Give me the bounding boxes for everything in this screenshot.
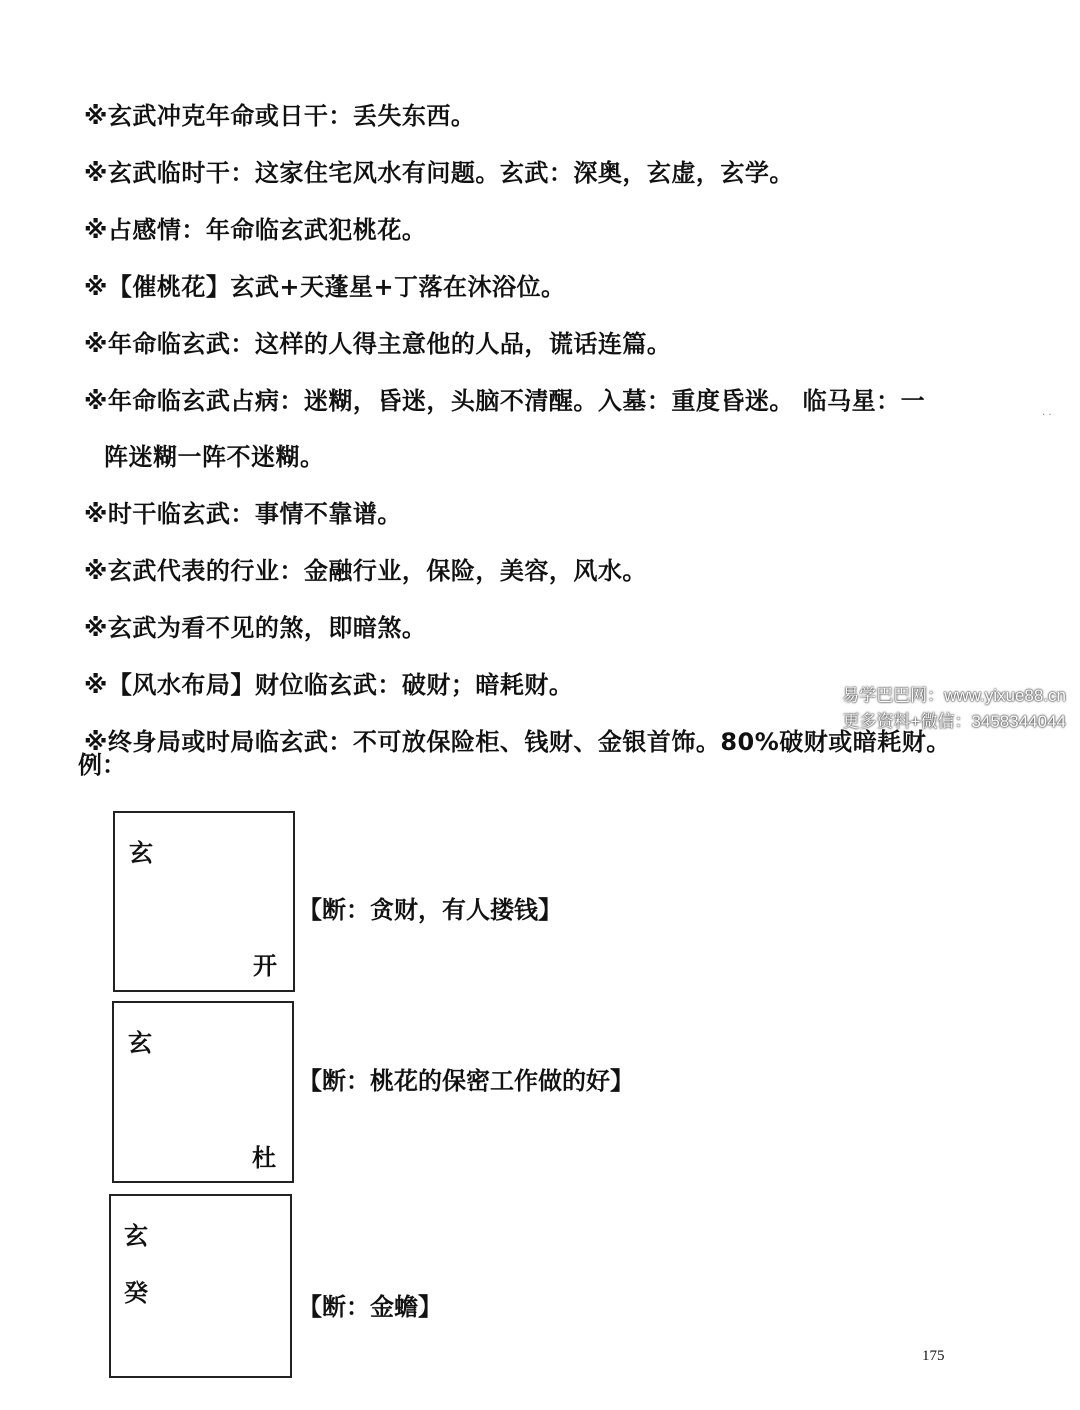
text-line-11: ※终身局或时局临玄武：不可放保险柜、钱财、金银首饰。80%破财或暗耗财。	[84, 728, 951, 756]
box-2-top-char: 玄	[128, 1029, 152, 1057]
box-3-second-char: 癸	[124, 1279, 148, 1307]
example-box-2	[112, 1001, 294, 1183]
scan-speck-decoration: · ·	[1042, 410, 1052, 421]
text-line-1: ※玄武冲克年命或日干：丢失东西。	[84, 102, 476, 130]
example-verdict-2: 【断：桃花的保密工作做的好】	[298, 1067, 634, 1095]
text-line-6-continued: 阵迷糊一阵不迷糊。	[104, 443, 325, 471]
box-3-top-char: 玄	[124, 1222, 148, 1250]
example-label: 例：	[78, 751, 126, 779]
text-line-5: ※年命临玄武：这样的人得主意他的人品，谎话连篇。	[84, 330, 672, 358]
box-2-bottom-char: 杜	[252, 1144, 276, 1172]
example-verdict-1: 【断：贪财，有人搂钱】	[298, 896, 562, 924]
text-line-10: ※【风水布局】财位临玄武：破财；暗耗财。	[84, 671, 574, 699]
text-line-2: ※玄武临时干：这家住宅风水有问题。玄武：深奥，玄虚，玄学。	[84, 159, 794, 187]
text-line-8: ※玄武代表的行业：金融行业，保险，美容，风水。	[84, 557, 647, 585]
watermark-line-1: 易学巴巴网：www.yixue88.cn	[842, 686, 1066, 705]
box-1-top-char: 玄	[129, 839, 153, 867]
example-box-3	[109, 1194, 292, 1378]
text-line-4: ※【催桃花】玄武+天蓬星+丁落在沐浴位。	[84, 273, 566, 301]
text-line-7: ※时干临玄武：事情不靠谱。	[84, 500, 402, 528]
page-number: 175	[922, 1348, 945, 1364]
text-line-6: ※年命临玄武占病：迷糊，昏迷，头脑不清醒。入墓：重度昏迷。 临马星：一	[84, 387, 926, 415]
watermark-line-2: 更多资料+微信：3458344044	[842, 712, 1066, 731]
example-verdict-3: 【断：金蟾】	[298, 1293, 442, 1321]
example-box-1	[113, 811, 295, 992]
text-line-3: ※占感情：年命临玄武犯桃花。	[84, 216, 427, 244]
box-1-bottom-char: 开	[253, 952, 277, 980]
text-line-9: ※玄武为看不见的煞，即暗煞。	[84, 614, 427, 642]
